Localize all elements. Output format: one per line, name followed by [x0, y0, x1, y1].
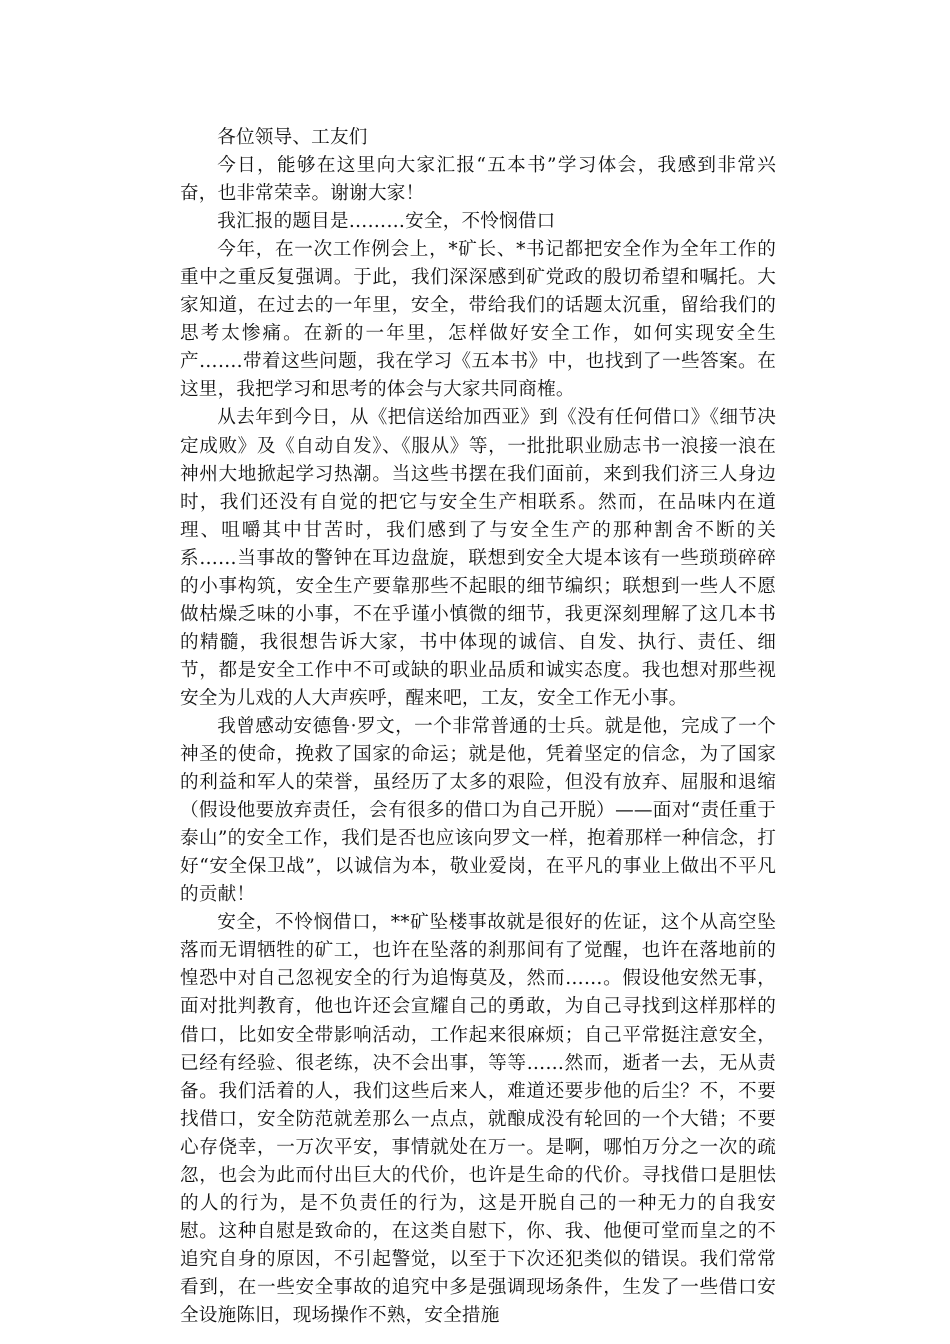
body-paragraph: 安全，不怜悯借口，**矿坠楼事故就是很好的佐证，这个从高空坠落而无谓牺牲的矿工，也许在坠落的刹那间有了觉醒，也许在落地前的惶恐中对自己忽视安全的行为追悔莫及，然而……。假设他安然无事，面对批判教育，他也许还会宣耀自己的勇敢，为自己寻找到这样那样的借口，比如安全带影响活动，工作起来很麻烦；自己平常挺注意安全，已经有经验、很老练，决不会出事，等等……然而，逝者一去，无从责备。我们活着的人，我们这些后来人，难道还要步他的后尘？不，不要找借口，安全防范就差那么一点点，就酿成没有轮回的一个大错；不要心存侥幸，一万次平安，事情就处在万一。是啊，哪怕万分之一次的疏忽，也会为此而付出巨大的代价，也许是生命的代价。寻找借口是胆怯的人的行为，是不负责任的行为，这是开脱自己的一种无力的自我安慰。这种自慰是致命的，在这类自慰下，你、我、他便可堂而皇之的不追究自身的原因，不引起警觉，以至于下次还犯类似的错误。我们常常看到，在一些安全事故的追究中多是强调现场条件，生发了一些借口安全设施陈旧，现场操作不熟，安全措施: [180, 912, 776, 1326]
greeting-paragraph: 各位领导、工友们: [217, 127, 368, 148]
body-paragraph: 我曾感动安德鲁·罗文，一个非常普通的士兵。就是他，完成了一个神圣的使命，挽救了国家的命运；就是他，凭着坚定的信念，为了国家的利益和军人的荣誉，虽经历了太多的艰险，但没有放弃、屈服和退缩（假设他要放弃责任，会有很多的借口为自己开脱）——面对“责任重于泰山”的安全工作，我们是否也应该向罗文一样，抱着那样一种信念，打好“安全保卫战”，以诚信为本，敬业爱岗，在平凡的事业上做出不平凡的贡献！: [180, 715, 776, 906]
body-paragraph: 今年，在一次工作例会上，*矿长、*书记都把安全作为全年工作的重中之重反复强调。于此，我们深深感到矿党政的殷切希望和嘱托。大家知道，在过去的一年里，安全，带给我们的话题太沉重，留给我们的思考太惨痛。在新的一年里，怎样做好安全工作，如何实现安全生产…….带着这些问题，我在学习《五本书》中，也找到了一些答案。在这里，我把学习和思考的体会与大家共同商榷。: [180, 239, 776, 401]
opening-paragraph: 今日，能够在这里向大家汇报“五本书”学习体会，我感到非常兴奋，也非常荣幸。谢谢大家！: [180, 155, 777, 205]
body-paragraph: 从去年到今日，从《把信送给加西亚》到《没有任何借口》《细节决定成败》及《自动自发》、《服从》等，一批批职业励志书一浪接一浪在神州大地掀起学习热潮。当这些书摆在我们面前，来到我们济三人身边时，我们还没有自觉的把它与安全生产相联系。然而，在品味内在道理、咀嚼其中甘苦时，我们感到了与安全生产的那种割舍不断的关系……当事故的警钟在耳边盘旋，联想到安全大堤本该有一些琐琐碎碎的小事构筑，安全生产要靠那些不起眼的细节编织；联想到一些人不愿做枯燥乏味的小事，不在乎谨小慎微的细节，我更深刻理解了这几本书的精髓，我很想告诉大家，书中体现的诚信、自发、执行、责任、细节，都是安全工作中不可或缺的职业品质和诚实态度。我也想对那些视安全为儿戏的人大声疾呼，醒来吧，工友，安全工作无小事。: [180, 407, 776, 709]
speech-text: [180, 124, 776, 1330]
topic-paragraph: 我汇报的题目是………安全，不怜悯借口: [217, 211, 556, 233]
